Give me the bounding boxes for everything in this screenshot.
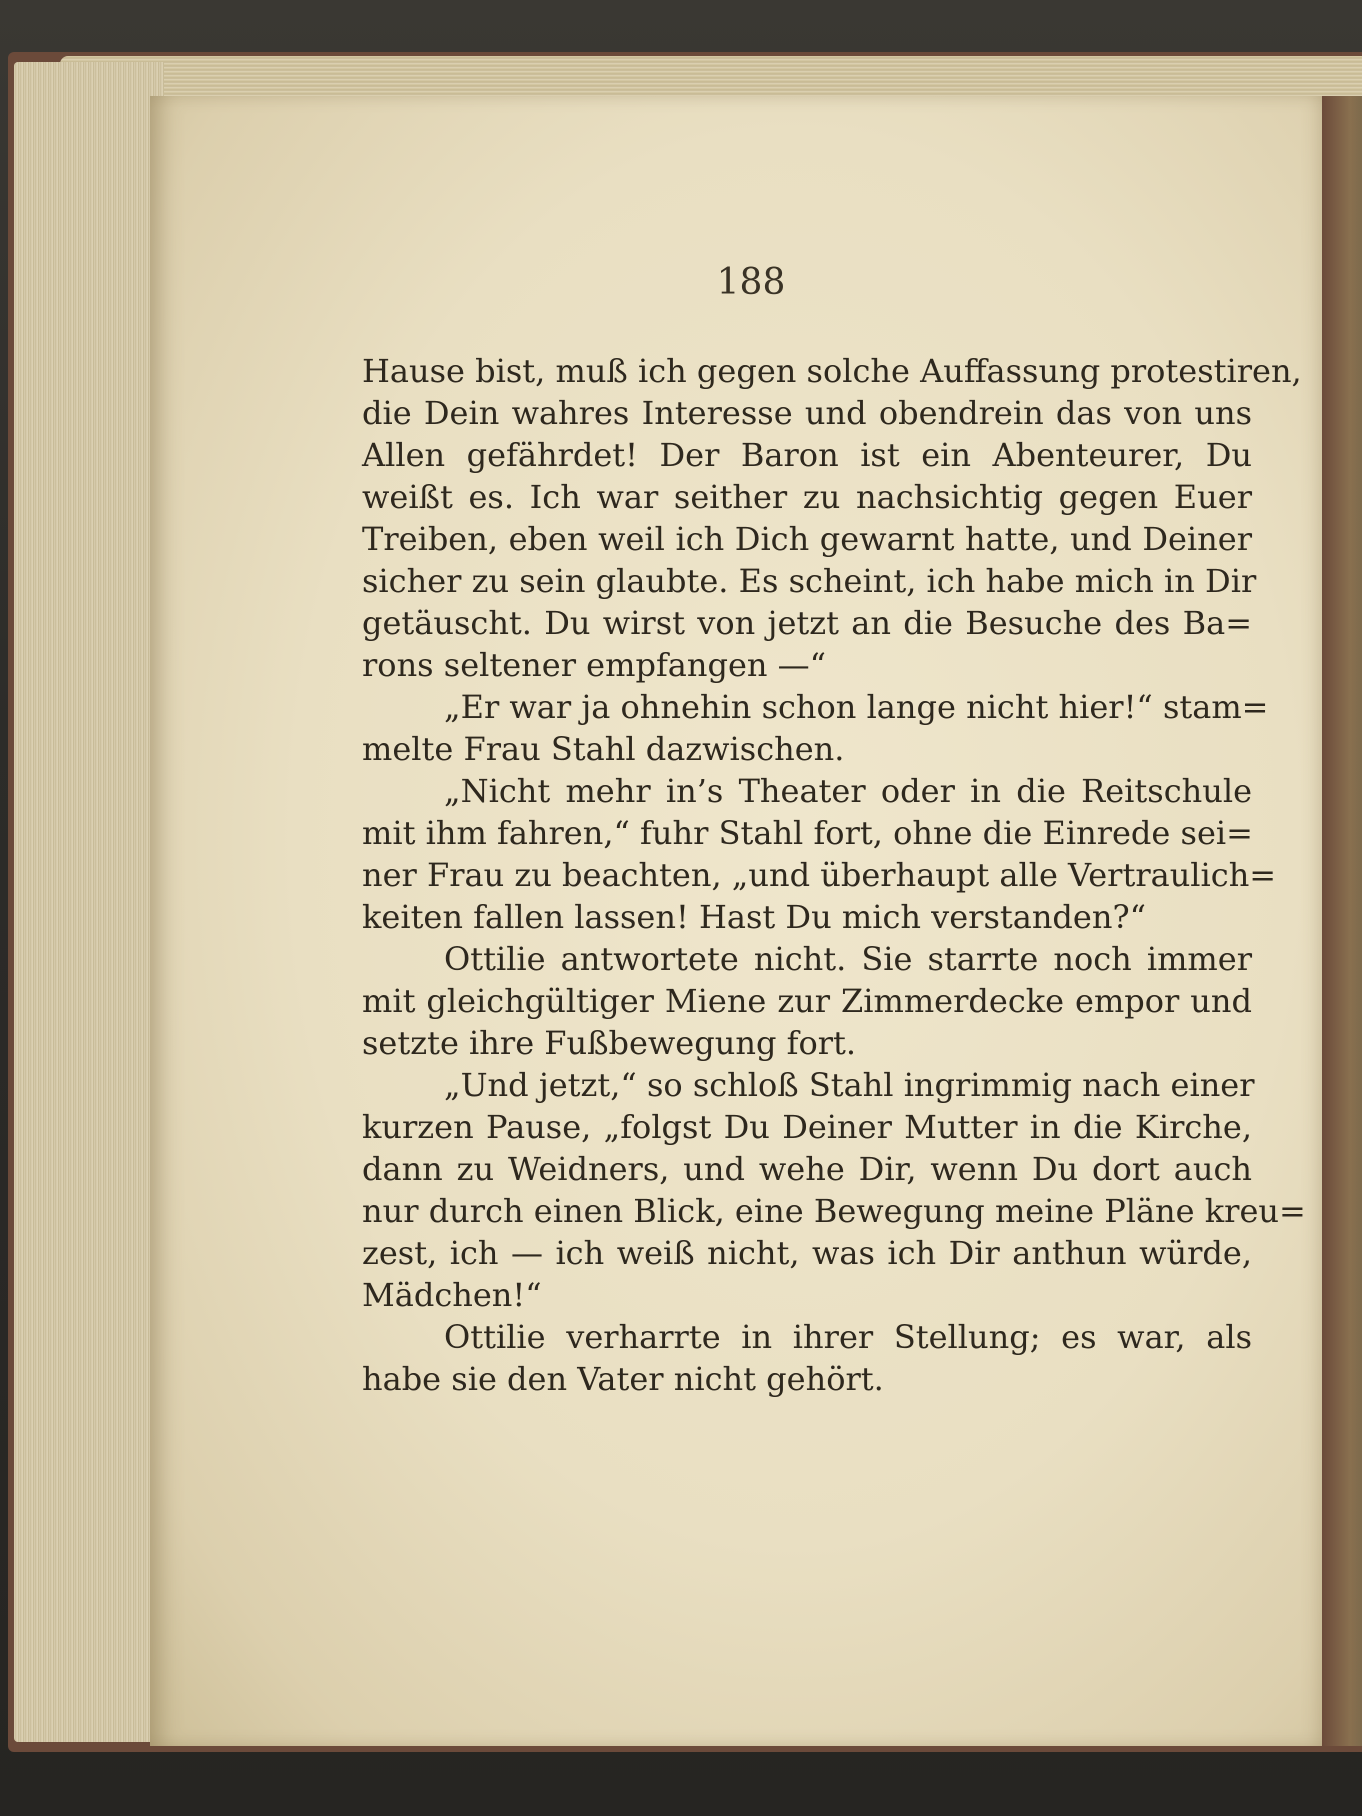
text-line: „Nicht mehr in’s Theater oder in die Reitschule — [444, 772, 1252, 810]
page-side-edges — [14, 62, 164, 1742]
body-text — [362, 350, 1306, 1400]
binding-shadow — [1322, 96, 1362, 1746]
text-line: „Er war ja ohnehin schon lange nicht hier!“ stam= — [444, 688, 1269, 726]
text-line: Treiben, eben weil ich Dich gewarnt hatte, und Deiner — [362, 520, 1252, 558]
text-line: getäuscht. Du wirst von jetzt an die Besuche des Ba= — [362, 604, 1252, 642]
text-line: weißt es. Ich war seither zu nachsichtig gegen Euer — [362, 478, 1252, 516]
text-line: sicher zu sein glaubte. Es scheint, ich habe mich in Dir — [362, 562, 1257, 600]
text-line: nur durch einen Blick, eine Bewegung meine Pläne kreu= — [362, 1192, 1306, 1230]
text-line: Ottilie verharrte in ihrer Stellung; es war, als — [444, 1318, 1252, 1356]
text-line: Mädchen!“ — [362, 1276, 542, 1314]
text-line: mit ihm fahren,“ fuhr Stahl fort, ohne die Einrede sei= — [362, 814, 1253, 852]
text-line: habe sie den Vater nicht gehört. — [362, 1360, 884, 1398]
page-top-edges — [60, 56, 1362, 96]
text-line: keiten fallen lassen! Hast Du mich verstanden?“ — [362, 898, 1146, 936]
text-line: kurzen Pause, „folgst Du Deiner Mutter in die Kirche, — [362, 1108, 1252, 1146]
page-number: 188 — [716, 262, 786, 303]
text-line: die Dein wahres Interesse und obendrein das von uns — [362, 394, 1252, 432]
text-line: mit gleichgültiger Miene zur Zimmerdecke empor und — [362, 982, 1252, 1020]
text-line: „Und jetzt,“ so schloß Stahl ingrimmig nach einer — [444, 1066, 1255, 1104]
text-line: Ottilie antwortete nicht. Sie starrte noch immer — [444, 940, 1252, 978]
text-line: rons seltener empfangen —“ — [362, 646, 827, 684]
text-line: Allen gefährdet! Der Baron ist ein Abenteurer, Du — [362, 436, 1252, 474]
text-line: Hause bist, muß ich gegen solche Auffassung protestiren, — [362, 352, 1302, 390]
text-line: zest, ich — ich weiß nicht, was ich Dir anthun würde, — [362, 1234, 1252, 1272]
text-line: melte Frau Stahl dazwischen. — [362, 730, 845, 768]
text-line: dann zu Weidners, und wehe Dir, wenn Du dort auch — [362, 1150, 1252, 1188]
text-line: setzte ihre Fußbewegung fort. — [362, 1024, 857, 1062]
text-line: ner Frau zu beachten, „und überhaupt alle Vertraulich= — [362, 856, 1277, 894]
